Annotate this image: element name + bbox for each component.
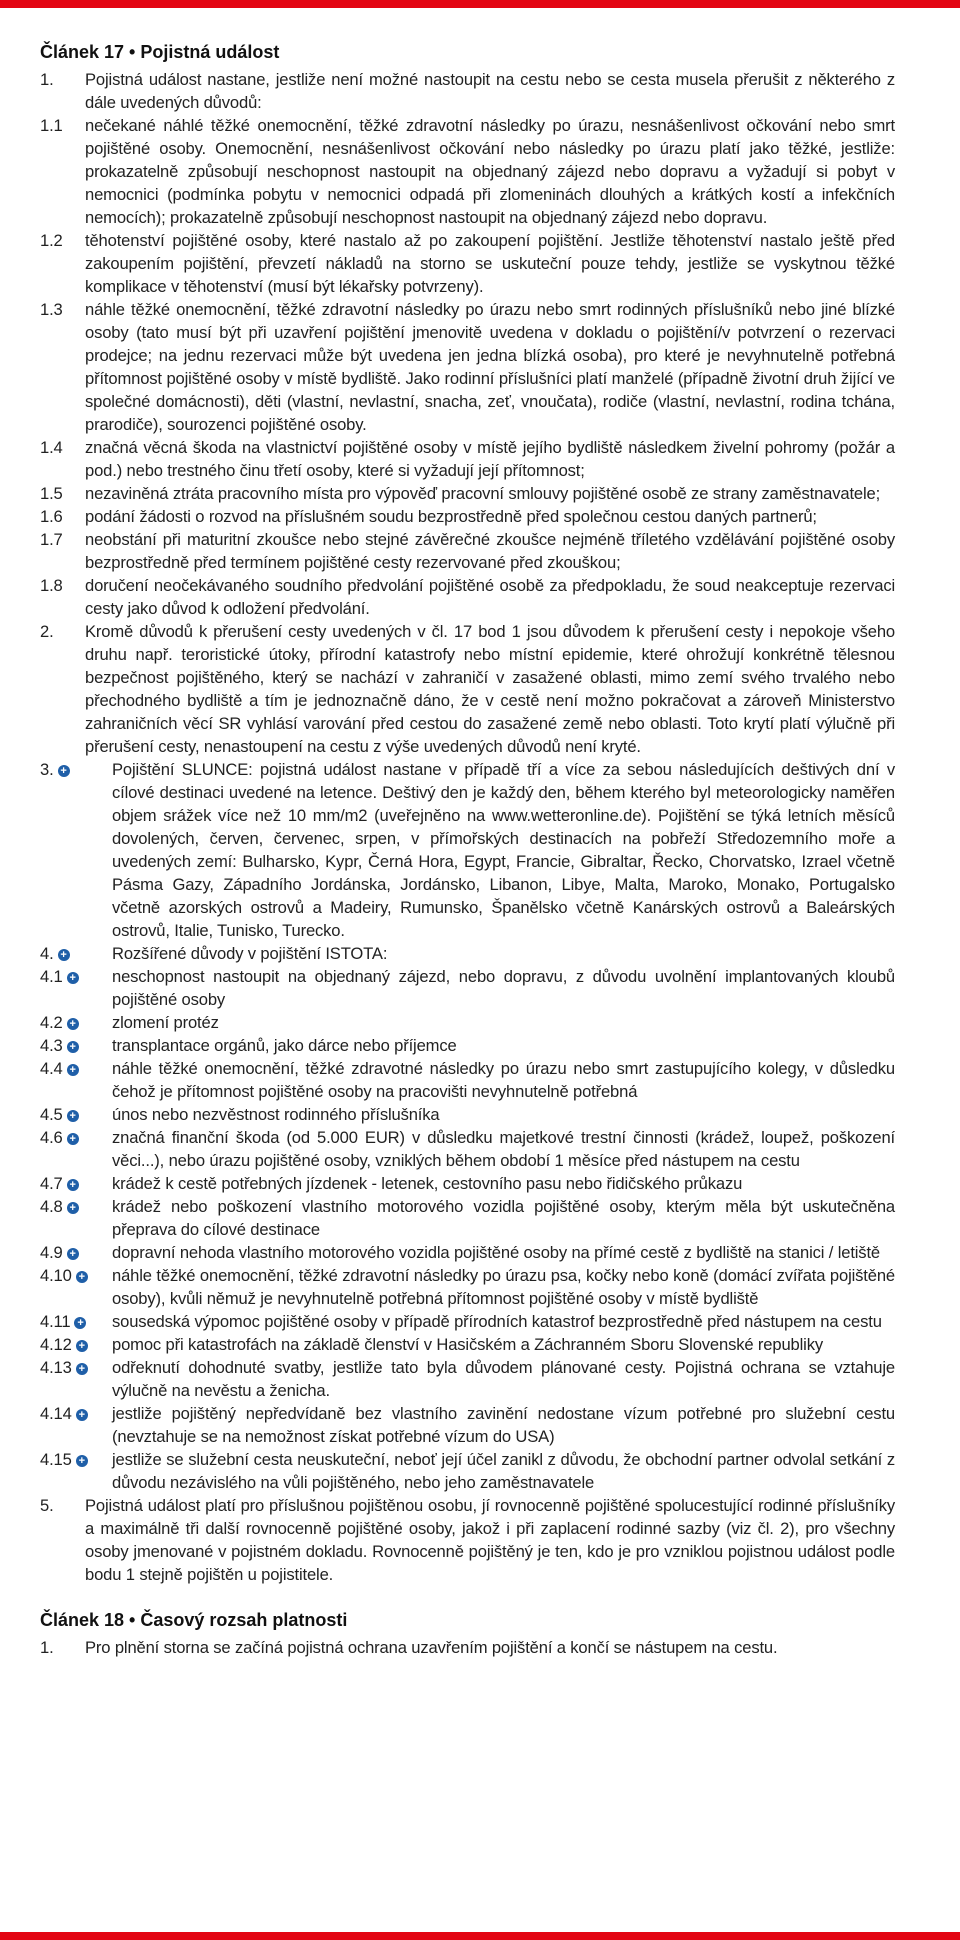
item-number-text: 4.14: [40, 1404, 72, 1423]
item-text: Pojistná událost platí pro příslušnou pojištěnou osobu, jí rovnocenně pojištěné spolucestující rodinné příslušníky a maximálně tři další rovnocenně pojištěné osoby, jakož i při zaplacení rodinné sazby (viz čl. 2), pro všechny osoby jmenované v pojistném dokladu. Rovnocenně pojištěný je ten, kdo je pro vzniklou pojistnou událost podle bodu 1 stejně pojištěn u pojistitele.: [85, 1496, 895, 1584]
item-text: podání žádosti o rozvod na příslušném soudu bezprostředně před společnou cestou daných partnerů;: [85, 507, 817, 526]
item-number: [40, 1195, 112, 1241]
plus-circle-icon: +: [67, 1248, 79, 1260]
item-text: odřeknutí dohodnuté svatby, jestliže tato byla důvodem plánované cesty. Pojistná ochrana se vztahuje výlučně na nevěstu a ženicha.: [112, 1358, 895, 1400]
item-number-text: 4.13: [40, 1358, 72, 1377]
item-text: nezaviněná ztráta pracovního místa pro výpověď pracovní smlouvy pojištěné osobě ze strany zaměstnavatele;: [85, 484, 881, 503]
item-number-text: 1.8: [40, 576, 63, 595]
item-number: [40, 1034, 112, 1057]
list-item: [40, 68, 895, 114]
list-item: [40, 482, 895, 505]
bottom-red-bar: [0, 1932, 960, 1940]
item-number-text: 3.: [40, 760, 54, 779]
item-number: [40, 758, 112, 942]
item-text: Kromě důvodů k přerušení cesty uvedených v čl. 17 bod 1 jsou důvodem k přerušení cesty i nepokoje všeho druhu např. teroristické útoky, přírodní katastrofy nebo místní epidemie, které ohrožují konkrétně tělesnou bezpečnost pojištěného, který se nachází v zahraničí v zasažené oblasti, mimo zemí svého trvalého nebo přechodného bydliště a tím je jednoznačně dáno, že v cestě není možno pokračovat a zároveň Ministerstvo zahraničních věcí SR vyhlásí varování před cestou do zasažené země nebo oblasti. Toto krytí platí výlučně při přerušení cesty, nenastoupení na cestu z výše uvedených důvodů není kryté.: [85, 622, 895, 756]
item-number: [40, 482, 85, 505]
plus-circle-icon: +: [67, 1041, 79, 1053]
item-text: náhle těžké onemocnění, těžké zdravotní následky po úrazu nebo smrt rodinných příslušníků nebo jiné blízké osoby (tato musí být při uzavření pojištění jmenovitě uvedena v dokladu o pojištění/v potvrzení o rezervaci prodejce; na jednu rezervaci může být uvedena jen jedna blízká osoba), pro které je nevyhnutelně potřebná přítomnost pojištěné osoby v místě bydliště. Jako rodinní příslušníci platí manželé (případně životní druh žijící ve společné domácnosti), děti (vlastní, nevlastní, snacha, zeť, vnoučata), rodiče (vlastní, nevlastní, rodina tchána, prarodiče), sourozenci pojištěné osoby.: [85, 300, 895, 434]
item-number-text: 4.9: [40, 1243, 63, 1262]
list-item: [40, 1636, 895, 1659]
list-item: [40, 758, 895, 942]
item-number-text: 1.3: [40, 300, 63, 319]
list-item: [40, 620, 895, 758]
item-number: [40, 1172, 112, 1195]
plus-circle-icon: +: [58, 949, 70, 961]
item-number: [40, 298, 85, 436]
list-item: [40, 1034, 895, 1057]
list-item: [40, 1310, 895, 1333]
item-text: nečekané náhlé těžké onemocnění, těžké zdravotní následky po úrazu, nesnášenlivost očkování nebo smrt pojištěné osoby. Onemocnění, nesnášenlivost očkování nebo následky po úrazu platí jako těžké, jestliže: prokazatelně způsobují neschopnost nastoupit na objednaný zájezd nebo dopravu a vyžadují si pobyt v nemocnici (podmínka pobytu v nemocnici odpadá při zlomeninách dlouhých a krátkých kostí a infekčních nemocích); prokazatelně způsobují neschopnost nastoupit na objednaný zájezd nebo dopravu.: [85, 116, 895, 227]
list-item: [40, 1402, 895, 1448]
plus-circle-icon: +: [76, 1363, 88, 1375]
item-number: [40, 1057, 112, 1103]
item-text: náhle těžké onemocnění, těžké zdravotní následky po úrazu psa, kočky nebo koně (domácí zvířata pojištěné osoby), kvůli němuž je nevyhnutelně potřebná přítomnost pojištěné osoby v místě bydliště: [112, 1266, 895, 1308]
item-number: [40, 1448, 112, 1494]
item-text: transplantace orgánů, jako dárce nebo příjemce: [112, 1036, 457, 1055]
item-number-text: 4.2: [40, 1013, 63, 1032]
item-number-text: 4.8: [40, 1197, 63, 1216]
item-text: těhotenství pojištěné osoby, které nastalo až po zakoupení pojištění. Jestliže těhotenství nastalo ještě před zakoupením pojištění, převzetí nákladů na storno se uskuteční pouze tehdy, jestliže se vyskytnou těžké komplikace v těhotenství (musí být lékařsky potvrzeny).: [85, 231, 895, 296]
plus-circle-icon: +: [76, 1455, 88, 1467]
plus-circle-icon: +: [67, 1110, 79, 1122]
list-item: [40, 1241, 895, 1264]
article-17-items: [40, 68, 895, 758]
list-item: [40, 505, 895, 528]
item-number: [40, 1636, 85, 1659]
item-number-text: 4.6: [40, 1128, 63, 1147]
plus-circle-icon: +: [67, 972, 79, 984]
list-item: [40, 942, 895, 965]
item-number: [40, 1241, 112, 1264]
list-item: [40, 1057, 895, 1103]
article-17-title: Článek 17 • Pojistná událost: [40, 42, 280, 62]
document-content: [40, 40, 895, 1659]
item-number-text: 1.2: [40, 231, 63, 250]
plus-circle-icon: +: [76, 1409, 88, 1421]
item-number-text: 4.3: [40, 1036, 63, 1055]
plus-circle-icon: +: [67, 1018, 79, 1030]
item-text: únos nebo nezvěstnost rodinného příslušníka: [112, 1105, 440, 1124]
item-text: dopravní nehoda vlastního motorového vozidla pojištěné osoby na přímé cestě z bydliště na stanici / letiště: [112, 1243, 880, 1262]
item-text: pomoc při katastrofách na základě členství v Hasičském a Záchranném Sboru Slovenské republiky: [112, 1335, 823, 1354]
plus-circle-icon: +: [67, 1202, 79, 1214]
item-number: [40, 528, 85, 574]
plus-circle-icon: +: [76, 1271, 88, 1283]
article-18-items: [40, 1636, 895, 1659]
list-item: [40, 436, 895, 482]
article-18-title: Článek 18 • Časový rozsah platnosti: [40, 1610, 348, 1630]
list-item: [40, 1356, 895, 1402]
list-item: [40, 1494, 895, 1586]
item-text: neobstání při maturitní zkoušce nebo stejné závěrečné zkoušce nejméně tříletého vzdělávání pojištěné osoby bezprostředně před termínem pojištěné cesty rezervované před zkouškou;: [85, 530, 895, 572]
item-number-text: 4.4: [40, 1059, 63, 1078]
list-item: [40, 229, 895, 298]
plus-circle-icon: +: [74, 1317, 86, 1329]
item-number-text: 1.6: [40, 507, 63, 526]
list-item: [40, 1333, 895, 1356]
item-number-text: 4.5: [40, 1105, 63, 1124]
list-item: [40, 1172, 895, 1195]
item-text: jestliže pojištěný nepředvídaně bez vlastního zavinění nedostane vízum potřebné pro služební cestu (nevztahuje se na nemožnost získat potřebné vízum do USA): [112, 1404, 895, 1446]
item-number: [40, 574, 85, 620]
item-text: značná věcná škoda na vlastnictví pojištěné osoby v místě jejího bydliště následkem živelní pohromy (požár a pod.) nebo trestného činu třetí osoby, které si vyžadují její přítomnost;: [85, 438, 895, 480]
item-text: krádež k cestě potřebných jízdenek - letenek, cestovního pasu nebo řidičského průkazu: [112, 1174, 743, 1193]
list-item: [40, 574, 895, 620]
item-number: [40, 620, 85, 758]
item-text: Rozšířené důvody v pojištění ISTOTA:: [112, 944, 388, 963]
item-text: jestliže se služební cesta neuskuteční, neboť její účel zanikl z důvodu, že obchodní partner odvolal setkání z důvodu nezávislého na vůli pojištěného, nebo jeho zaměstnavatele: [112, 1450, 895, 1492]
item-text: sousedská výpomoc pojištěné osoby v případě přírodních katastrof bezprostředně před nástupem na cestu: [112, 1312, 882, 1331]
item-number-text: 1.: [40, 70, 54, 89]
item-number: [40, 942, 112, 965]
item-number: [40, 1103, 112, 1126]
item-number-text: 4.12: [40, 1335, 72, 1354]
list-item: [40, 528, 895, 574]
list-item: [40, 114, 895, 229]
list-item: [40, 1448, 895, 1494]
item-number: [40, 1356, 112, 1402]
item-text: Pojištění SLUNCE: pojistná událost nastane v případě tří a více za sebou následujících deštivých dní v cílové destinaci uvedené na letence. Deštivý den je každý den, během kterého byl meteorologicky naměřen objem srážek více než 10 mm/m2 (uveřejněno na www.wetteronline.de). Pojištění se týká letních měsíců dovolených, červen, červenec, srpen, v přímořských destinacích na pobřeží Středozemního moře a uvedených zemí: Bulharsko, Kypr, Černá Hora, Egypt, Francie, Gibraltar, Řecko, Chorvatsko, Izrael včetně Pásma Gazy, Západního Jordánska, Jordánsko, Libanon, Libye, Malta, Maroko, Monako, Portugalsko včetně azorských ostrovů a Madeiry, Rumunsko, Španělsko včetně Kanárských ostrovů a Baleárských ostrovů, Italie, Tunisko, Turecko.: [112, 760, 895, 940]
list-item: [40, 1264, 895, 1310]
plus-circle-icon: +: [67, 1064, 79, 1076]
item-number-text: 1.4: [40, 438, 63, 457]
item-number-text: 4.: [40, 944, 54, 963]
item-number: [40, 1310, 112, 1333]
list-item: [40, 298, 895, 436]
item-number: [40, 229, 85, 298]
list-item: [40, 1195, 895, 1241]
plus-circle-icon: +: [76, 1340, 88, 1352]
item-number-text: 4.7: [40, 1174, 63, 1193]
item-text: neschopnost nastoupit na objednaný zájezd, nebo dopravu, z důvodu uvolnění implantovaných kloubů pojištěné osoby: [112, 967, 895, 1009]
item-text: krádež nebo poškození vlastního motorového vozidla pojištěné osoby, kterým měla být uskutečněna přeprava do cílové destinace: [112, 1197, 895, 1239]
item-number: [40, 1264, 112, 1310]
item-number-text: 1.7: [40, 530, 63, 549]
article-17-plus-items: [40, 758, 895, 1494]
item-number: [40, 965, 112, 1011]
item-number-text: 4.10: [40, 1266, 72, 1285]
top-red-bar: [0, 0, 960, 8]
item-number: [40, 114, 85, 229]
list-item: [40, 965, 895, 1011]
list-item: [40, 1126, 895, 1172]
item-text: zlomení protéz: [112, 1013, 219, 1032]
plus-circle-icon: +: [67, 1179, 79, 1191]
plus-circle-icon: +: [67, 1133, 79, 1145]
item-number-text: 4.15: [40, 1450, 72, 1469]
item-number: [40, 1126, 112, 1172]
item-number: [40, 505, 85, 528]
plus-circle-icon: +: [58, 765, 70, 777]
item-text: doručení neočekávaného soudního předvolání pojištěné osobě za předpokladu, že soud neakceptuje rezervaci cesty jako důvod k odložení předvolání.: [85, 576, 895, 618]
item-number: [40, 1402, 112, 1448]
item-number: [40, 1011, 112, 1034]
item-number-text: 1.5: [40, 484, 63, 503]
item-number-text: 1.1: [40, 116, 63, 135]
item-number: [40, 436, 85, 482]
item-number: [40, 1333, 112, 1356]
list-item: [40, 1011, 895, 1034]
item-number: [40, 68, 85, 114]
item-number-text: 4.11: [40, 1312, 71, 1331]
item-text: náhle těžké onemocnění, těžké zdravotné následky po úrazu nebo smrt zastupujícího kolegy, v důsledku čehož je přítomnost pojištěné osoby na pracovišti nevyhnutelně potřebná: [112, 1059, 895, 1101]
item-text: Pojistná událost nastane, jestliže není možné nastoupit na cestu nebo se cesta musela přerušit z některého z dále uvedených důvodů:: [85, 70, 895, 112]
item-text: Pro plnění storna se začíná pojistná ochrana uzavřením pojištění a končí se nástupem na cestu.: [85, 1638, 778, 1657]
item-number-text: 4.1: [40, 967, 63, 986]
list-item: [40, 1103, 895, 1126]
item-number-text: 1.: [40, 1638, 54, 1657]
item-number: 5.: [40, 1496, 54, 1515]
item-text: značná finanční škoda (od 5.000 EUR) v důsledku majetkové trestní činnosti (krádež, loupež, poškození věci...), nebo úrazu pojištěné osoby, vzniklých během období 1 měsíce před nástupem na cestu: [112, 1128, 895, 1170]
item-number-text: 2.: [40, 622, 54, 641]
